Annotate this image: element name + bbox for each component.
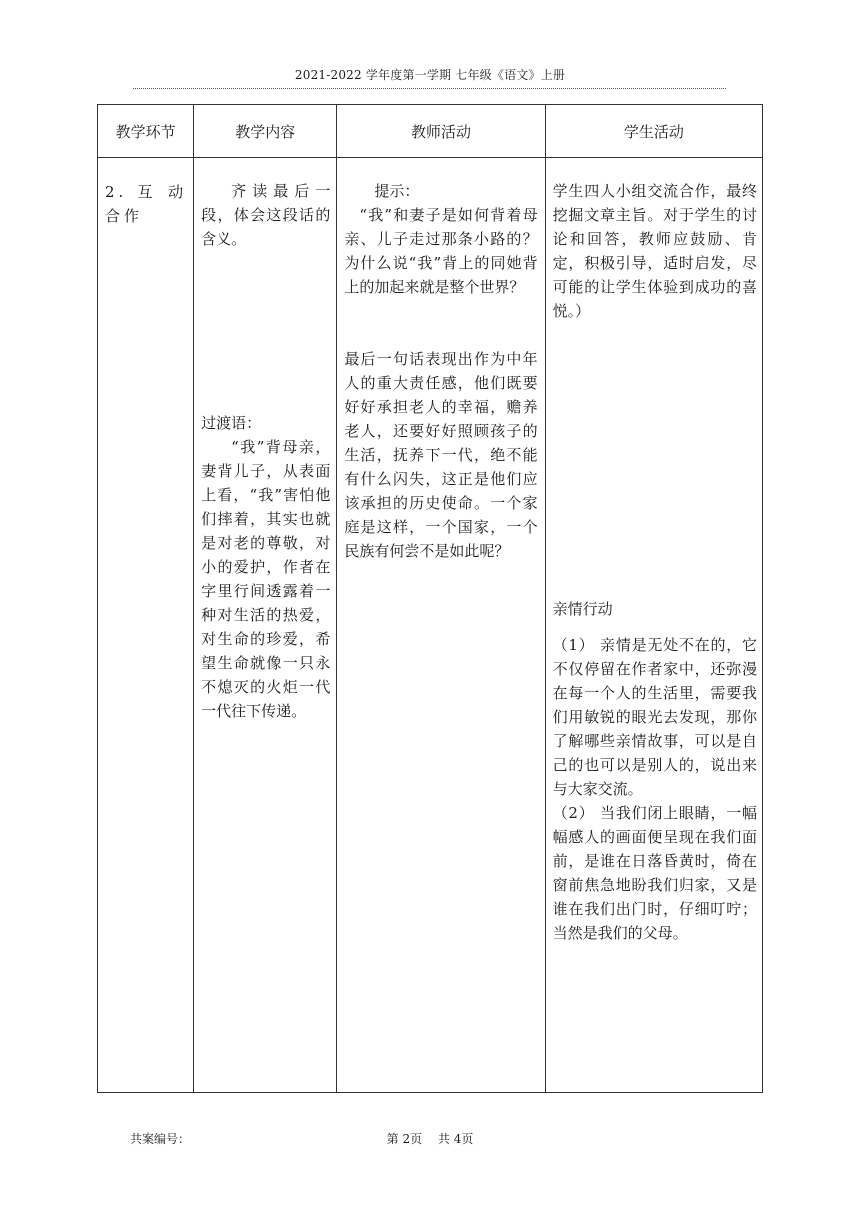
total-pages: 共 4页 [437, 1132, 474, 1146]
student-activity-paragraph: 学生四人小组交流合作，最终挖掘文章主旨。对于学生的讨论和回答，教师应鼓励、肯定，积极引导，适时启发，尽可能的让学生体验到成功的喜悦。） [552, 182, 757, 320]
header-content: 教学内容 [194, 105, 337, 158]
content-cell [194, 158, 337, 1093]
current-page: 第 2页 [386, 1132, 423, 1146]
header-stage: 教学环节 [98, 105, 194, 158]
content-paragraph-1: 齐读最后一段，体会这段话的含义。 [201, 182, 331, 248]
stage-cell [98, 158, 194, 1093]
header-divider [133, 88, 726, 89]
transition-paragraph: “我”背母亲，妻背儿子，从表面上看，“我”害怕他们摔着，其实也就是对老的尊敬，对小的爱护，作者在字里行间透露着一种对生活的热爱，对生命的珍爱，希望生命就像一只永不熄灭的火炬一代一代往下传递。 [201, 438, 331, 720]
activity-item-2: （2） 当我们闭上眼睛，一幅幅感人的画面便呈现在我们面前，是谁在日落昏黄时，倚在窗前焦急地盼我们归家，又是谁在我们出门时，仔细叮咛；当然是我们的父母。 [552, 804, 757, 942]
transition-label: 过渡语： [201, 414, 262, 432]
page-number [0, 1130, 860, 1147]
table-row [98, 158, 763, 1093]
teacher-activity-cell [337, 158, 545, 1093]
stage-text: 2. 互 动 合作 [105, 183, 188, 225]
student-activity-cell [545, 158, 762, 1093]
table-header-row [98, 105, 763, 158]
hint-label: 提示： [374, 182, 420, 200]
case-number-label: 共案编号： [130, 1132, 191, 1146]
hint-questions: “我”和妻子是如何背着母亲、儿子走过那条小路的？为什么说“我”背上的同她背上的加起来就是整个世界？ [344, 206, 538, 296]
activity-item-1: （1） 亲情是无处不在的，它不仅停留在作者家中，还弥漫在每一个人的生活里，需要我们用敏锐的眼光去发现，那你了解哪些亲情故事，可以是自己的也可以是别人的，说出来与大家交流。 [552, 636, 757, 798]
lesson-plan-table [97, 104, 763, 1093]
header-student-activity: 学生活动 [545, 105, 762, 158]
header-teacher-activity: 教师活动 [337, 105, 545, 158]
page-header: 2021-2022 学年度第一学期 七年级《语文》上册 [294, 68, 566, 82]
teacher-explanation: 最后一句话表现出作为中年人的重大责任感，他们既要好好承担老人的幸福，赡养老人，还要好好照顾孩子的生活，抚养下一代，绝不能有什么闪失，这正是他们应该承担的历史使命。一个家庭是这样，一个国家，一个民族有何尝不是如此呢？ [344, 350, 538, 560]
section-title: 亲情行动 [552, 600, 613, 618]
